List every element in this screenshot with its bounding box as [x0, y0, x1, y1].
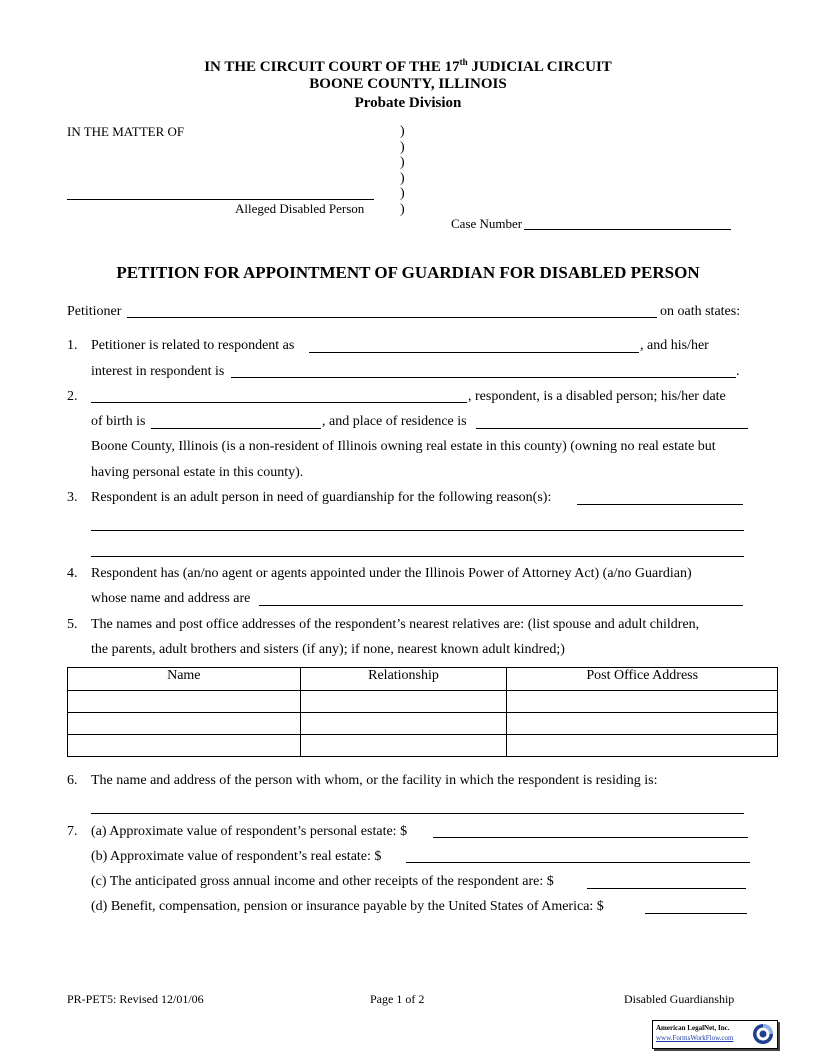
- relatives-table: [67, 667, 778, 757]
- column-header-address: Post Office Address: [507, 668, 778, 691]
- item-4-number: 4.: [67, 566, 78, 581]
- reason-field-1[interactable]: [577, 504, 743, 505]
- item-2-text: , respondent, is a disabled person; his/her date: [468, 389, 726, 404]
- item-1-text: Petitioner is related to respondent as: [91, 338, 295, 353]
- address-cell[interactable]: [507, 691, 778, 713]
- case-number-field[interactable]: [524, 229, 731, 230]
- residence-field[interactable]: [476, 428, 748, 429]
- real-estate-label: (b) Approximate value of respondent’s real estate: $: [91, 849, 382, 864]
- item-2-text-c: Boone County, Illinois (is a non-resident of Illinois owning real estate in this county) (owning no real estate but: [91, 439, 716, 454]
- dob-label: of birth is: [91, 414, 146, 429]
- name-cell[interactable]: [68, 691, 301, 713]
- reason-field-2[interactable]: [91, 530, 744, 531]
- relationship-cell[interactable]: [300, 713, 507, 735]
- item-2-text-d: having personal estate in this county).: [91, 465, 304, 480]
- column-header-relationship: Relationship: [300, 668, 507, 691]
- form-id: PR-PET5: Revised 12/01/06: [67, 992, 204, 1006]
- benefits-field[interactable]: [645, 913, 747, 914]
- annual-income-label: (c) The anticipated gross annual income and other receipts of the respondent are: $: [91, 874, 554, 889]
- item-4-text: Respondent has (an/no agent or agents appointed under the Illinois Power of Attorney Act) (a/no Guardian): [91, 566, 692, 581]
- relationship-cell[interactable]: [300, 735, 507, 757]
- logo-name: American LegalNet, Inc.: [656, 1024, 730, 1032]
- table-row: [68, 691, 778, 713]
- item-5-text-b: the parents, adult brothers and sisters (if any); if none, nearest known adult kindred;): [91, 642, 565, 657]
- item-1-text-b: , and his/her: [640, 338, 709, 353]
- address-cell[interactable]: [507, 735, 778, 757]
- item-6-text: The name and address of the person with whom, or the facility in which the respondent is residing is:: [91, 773, 658, 788]
- item-5-number: 5.: [67, 617, 78, 632]
- name-cell[interactable]: [68, 713, 301, 735]
- page-number: Page 1 of 2: [370, 992, 425, 1006]
- real-estate-field[interactable]: [406, 862, 750, 863]
- petitioner-label: Petitioner: [67, 304, 122, 319]
- item-7-number: 7.: [67, 824, 78, 839]
- legalnet-logo[interactable]: [652, 1020, 778, 1049]
- petitioner-field[interactable]: [127, 317, 657, 318]
- case-number-label: Case Number: [451, 216, 523, 231]
- address-cell[interactable]: [507, 713, 778, 735]
- oath-label: on oath states:: [660, 304, 741, 319]
- column-header-name: Name: [68, 668, 301, 691]
- agent-name-label: whose name and address are: [91, 591, 251, 606]
- respondent-name-line[interactable]: [67, 199, 374, 200]
- court-heading: IN THE CIRCUIT COURT OF THE 17th JUDICIAL CIRCUIT: [204, 57, 612, 75]
- item-3-number: 3.: [67, 490, 78, 505]
- item-6-number: 6.: [67, 773, 78, 788]
- dob-field[interactable]: [151, 428, 321, 429]
- personal-estate-label: (a) Approximate value of respondent’s personal estate: $: [91, 824, 408, 839]
- reason-field-3[interactable]: [91, 556, 744, 557]
- division-heading: Probate Division: [354, 95, 462, 111]
- caption-bracket: ) ) ) ) ) ): [400, 124, 405, 217]
- personal-estate-field[interactable]: [433, 837, 748, 838]
- item-1-period: .: [736, 364, 740, 379]
- item-3-text: Respondent is an adult person in need of guardianship for the following reason(s):: [91, 490, 552, 505]
- table-row: [68, 735, 778, 757]
- relationship-cell[interactable]: [300, 691, 507, 713]
- benefits-label: (d) Benefit, compensation, pension or insurance payable by the United States of America: $: [91, 899, 604, 914]
- logo-url[interactable]: www.FormsWorkFlow.com: [656, 1034, 734, 1042]
- item-5-text: The names and post office addresses of the respondent’s nearest relatives are: (list spouse and adult children,: [91, 617, 700, 632]
- residence-label: , and place of residence is: [322, 414, 467, 429]
- relationship-field[interactable]: [309, 352, 639, 353]
- annual-income-field[interactable]: [587, 888, 746, 889]
- table-row: [68, 713, 778, 735]
- item-1-interest-label: interest in respondent is: [91, 364, 225, 379]
- item-1-number: 1.: [67, 338, 78, 353]
- form-category: Disabled Guardianship: [624, 992, 735, 1006]
- alleged-label: Alleged Disabled Person: [235, 201, 365, 216]
- residence-facility-field[interactable]: [91, 813, 744, 814]
- page-title: PETITION FOR APPOINTMENT OF GUARDIAN FOR DISABLED PERSON: [116, 263, 700, 282]
- agent-name-field[interactable]: [259, 605, 743, 606]
- item-2-number: 2.: [67, 389, 78, 404]
- name-cell[interactable]: [68, 735, 301, 757]
- matter-label: IN THE MATTER OF: [67, 124, 185, 139]
- respondent-field[interactable]: [91, 402, 467, 403]
- logo-emblem-icon: [752, 1023, 774, 1045]
- county-heading: BOONE COUNTY, ILLINOIS: [309, 76, 507, 92]
- interest-field[interactable]: [231, 377, 736, 378]
